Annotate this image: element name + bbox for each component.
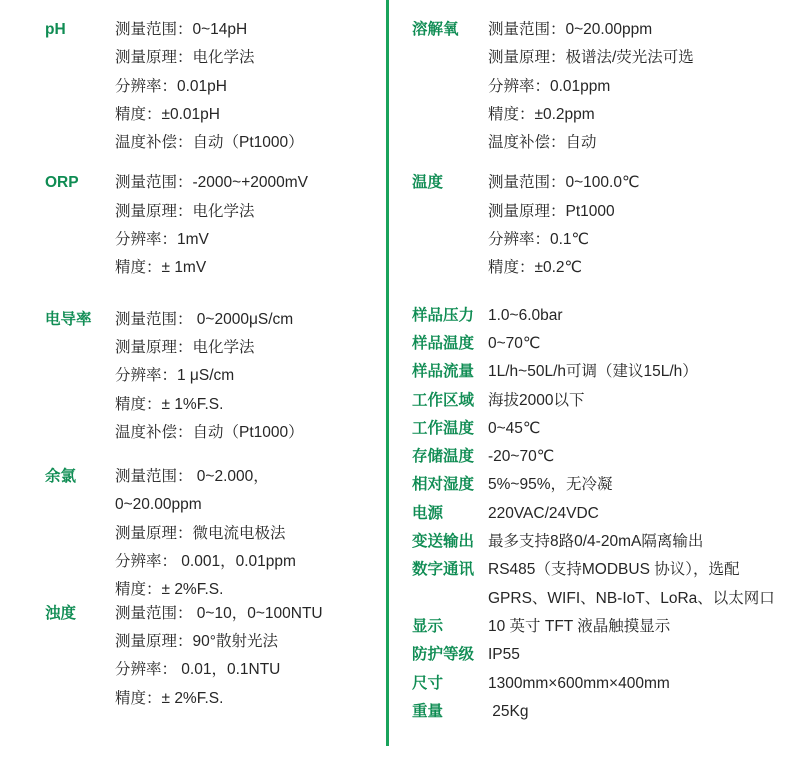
spec-line: 测量原理：极谱法/荧光法可选 [488, 49, 694, 67]
spec-row-value: 1.0~6.0bar [488, 306, 563, 324]
spec-row-label: 工作区域 [412, 391, 475, 409]
spec-row-value: 10 英寸 TFT 液晶触摸显示 [488, 617, 671, 635]
spec-row-dimensions [412, 670, 784, 698]
section-label-orp: ORP [45, 174, 79, 192]
spec-line: 测量范围：0~20.00ppm [488, 21, 653, 38]
spec-line: 测量原理：90°散射光法 [115, 632, 278, 650]
spec-line: 精度：± 1%F.S. [115, 395, 224, 413]
spec-row-display [412, 613, 784, 641]
spec-row-label: 重量 [412, 702, 444, 720]
spec-row-label: 显示 [412, 617, 444, 635]
spec-line: 精度：±0.01pH [115, 105, 220, 123]
spec-row-label: 相对湿度 [412, 476, 475, 494]
spec-row-label: 工作温度 [412, 419, 475, 437]
spec-row-value: 0~45℃ [488, 419, 541, 437]
spec-row-protection-rating [412, 641, 784, 669]
spec-section-turbidity [45, 600, 380, 713]
spec-row-label: 样品流量 [412, 363, 475, 381]
spec-row-label: 数字通讯 [412, 561, 475, 579]
spec-row-sample-flow [412, 358, 784, 386]
section-label-residual-chlorine: 余氯 [45, 468, 77, 486]
spec-row-power-supply [412, 500, 784, 528]
spec-row-transmitter-output [412, 528, 784, 556]
spec-row-working-temperature [412, 415, 784, 443]
spec-row-label: 样品压力 [412, 306, 475, 324]
spec-line: 测量原理：电化学法 [115, 338, 255, 356]
section-label-conductivity: 电导率 [45, 310, 92, 328]
spec-row-working-area [412, 387, 784, 415]
spec-line: 温度补偿：自动 [488, 134, 597, 152]
section-label-temperature: 温度 [412, 174, 444, 192]
spec-row-label: 尺寸 [412, 674, 444, 692]
spec-line: 精度：± 1mV [115, 259, 207, 277]
spec-line: 测量范围： 0~10，0~100NTU [115, 604, 323, 622]
spec-row-label: 存储温度 [412, 448, 475, 466]
spec-row-value: -20~70℃ [488, 448, 555, 466]
spec-section-conductivity [45, 306, 380, 447]
general-specs [412, 302, 784, 726]
spec-row-label: 变送输出 [412, 533, 475, 551]
spec-row-relative-humidity [412, 471, 784, 499]
spec-line: 精度：± 2%F.S. [115, 689, 224, 707]
spec-row-value: 海拔2000以下 [488, 391, 585, 409]
spec-row-value: 220VAC/24VDC [488, 504, 599, 522]
spec-row-value: 1L/h~50L/h可调（建议15L/h） [488, 363, 698, 381]
spec-row-label: 电源 [412, 504, 444, 522]
spec-line: 测量范围：0~14pH [115, 21, 248, 38]
spec-line: 温度补偿：自动（Pt1000） [115, 134, 304, 152]
section-label-ph: pH [45, 21, 66, 38]
spec-row-value: 最多支持8路0/4-20mA隔离输出 [488, 533, 704, 551]
spec-row-sample-pressure [412, 302, 784, 330]
spec-line: 精度：±0.2℃ [488, 259, 582, 277]
section-label-dissolved-oxygen: 溶解氧 [412, 21, 459, 38]
spec-line: 精度：± 2%F.S. [115, 581, 224, 599]
spec-line: 测量范围： 0~2.000， [115, 468, 269, 486]
spec-line: 测量原理：微电流电极法 [115, 524, 286, 542]
spec-row-value: 5%~95%，无冷凝 [488, 476, 613, 494]
spec-line: 分辨率：1mV [115, 231, 209, 249]
spec-line: 分辨率：0.1℃ [488, 231, 589, 249]
left-column [45, 16, 380, 713]
spec-line: 精度：±0.2ppm [488, 105, 595, 123]
spec-line: 测量范围：0~100.0℃ [488, 174, 640, 192]
spec-row-value: IP55 [488, 646, 520, 664]
spec-row-value-continued: GPRS、WIFI、NB-IoT、LoRa、以太网口 [488, 589, 775, 607]
spec-row-sample-temperature [412, 330, 784, 358]
spec-section-dissolved-oxygen [412, 16, 784, 157]
spec-line: 分辨率：1 μS/cm [115, 367, 235, 385]
spec-line: 测量原理：电化学法 [115, 49, 255, 67]
spec-row-weight [412, 698, 784, 726]
spec-row-value: RS485（支持MODBUS 协议），选配 [488, 561, 740, 579]
spec-line: 分辨率： 0.001，0.01ppm [115, 553, 296, 571]
spec-line: 测量范围：-2000~+2000mV [115, 174, 308, 192]
spec-line: 测量范围： 0~2000μS/cm [115, 310, 294, 328]
spec-section-ph [45, 16, 380, 157]
spec-row-value: 25Kg [488, 702, 529, 720]
section-label-turbidity: 浊度 [45, 604, 77, 622]
column-divider [386, 0, 389, 746]
spec-row-digital-communication [412, 556, 784, 613]
spec-line: 分辨率：0.01ppm [488, 77, 611, 95]
spec-line: 0~20.00ppm [115, 496, 202, 514]
spec-line: 测量原理：电化学法 [115, 202, 255, 220]
right-column [412, 16, 784, 726]
spec-section-orp [45, 169, 380, 282]
spec-row-label: 防护等级 [412, 646, 475, 664]
spec-line: 分辨率：0.01pH [115, 77, 227, 95]
spec-row-storage-temperature [412, 443, 784, 471]
spec-row-value: 1300mm×600mm×400mm [488, 674, 670, 692]
spec-line: 测量原理：Pt1000 [488, 202, 615, 220]
spec-row-value: 0~70℃ [488, 334, 541, 352]
spec-line: 温度补偿：自动（Pt1000） [115, 423, 304, 441]
spec-row-label: 样品温度 [412, 334, 475, 352]
spec-line: 分辨率： 0.01，0.1NTU [115, 661, 281, 679]
spec-section-residual-chlorine [45, 463, 380, 604]
spec-section-temperature [412, 169, 784, 282]
